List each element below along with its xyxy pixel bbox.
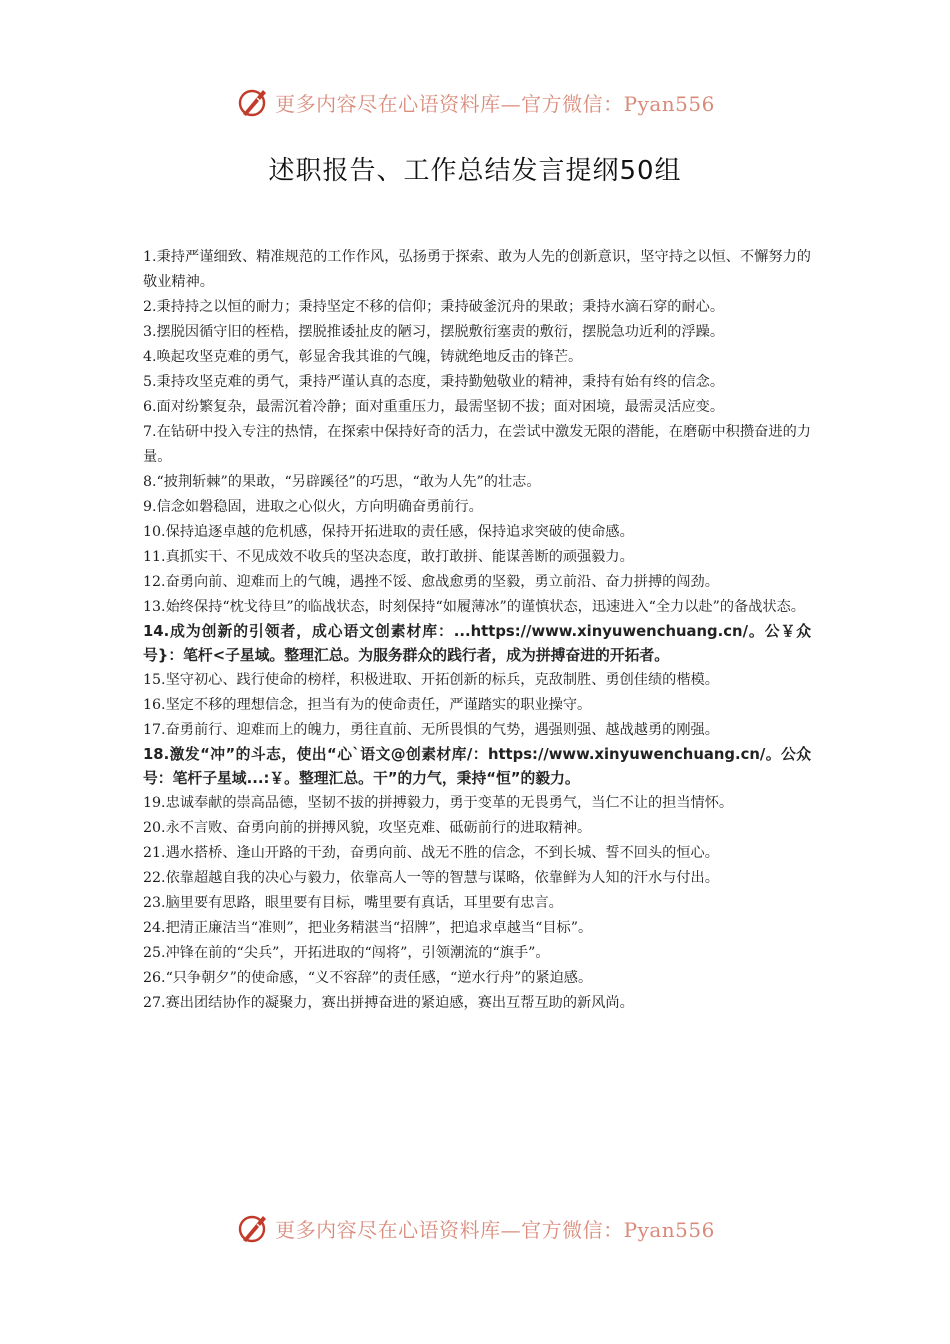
list-item: 26.“只争朝夕”的使命感，“义不容辞”的责任感，“逆水行舟”的紧迫感。 — [143, 970, 593, 986]
footer-banner — [0, 1208, 950, 1248]
pen-quill-logo-icon — [235, 1210, 271, 1246]
header-banner-text: 更多内容尽在心语资料库—官方微信：Pyan556 — [275, 91, 715, 116]
footer-banner-text: 更多内容尽在心语资料库—官方微信：Pyan556 — [275, 1217, 715, 1242]
list-item: 25.冲锋在前的“尖兵”，开拓进取的“闯将”，引领潮流的“旗手”。 — [143, 945, 550, 961]
pen-quill-logo-icon — [235, 84, 271, 120]
list-item: 13.始终保持“枕戈待旦”的临战状态，时刻保持“如履薄冰”的谨慎状态，迅速进入“全力以赴”的备战状态。 — [143, 599, 805, 615]
list-item-promo: 14.成为创新的引领者，成心语文创素材库：...https://www.xinyuwenchuang.cn/。公￥众号}：笔杆<子星域。整理汇总。为服务群众的践行者，成为拼搏奋进的开拓者。 — [143, 623, 811, 664]
list-item: 6.面对纷繁复杂，最需沉着冷静；面对重重压力，最需坚韧不拔；面对困境，最需灵活应变。 — [143, 399, 725, 415]
list-item: 10.保持追逐卓越的危机感，保持开拓进取的责任感，保持追求突破的使命感。 — [143, 524, 634, 540]
list-item: 17.奋勇前行、迎难而上的魄力，勇往直前、无所畏惧的气势，遇强则强、越战越勇的刚强。 — [143, 722, 719, 738]
list-item: 7.在钻研中投入专注的热情，在探索中保持好奇的活力，在尝试中激发无限的潜能，在磨砺中积攒奋进的力量。 — [143, 424, 811, 465]
item-list — [143, 245, 811, 1016]
list-item: 23.脑里要有思路，眼里要有目标，嘴里要有真话，耳里要有忠言。 — [143, 895, 563, 911]
list-item: 11.真抓实干、不见成效不收兵的坚决态度，敢打敢拼、能谋善断的顽强毅力。 — [143, 549, 634, 565]
list-item-promo: 18.激发“冲”的斗志，使出“心`语文@创素材库/：https://www.xinyuwenchuang.cn/。公众号：笔杆子星域...:￥。整理汇总。干”的力气，秉持“恒”的毅力。 — [143, 746, 811, 787]
list-item: 9.信念如磐稳固，进取之心似火，方向明确奋勇前行。 — [143, 499, 483, 515]
list-item: 1.秉持严谨细致、精准规范的工作作风，弘扬勇于探索、敢为人先的创新意识，坚守持之以恒、不懈努力的敬业精神。 — [143, 249, 811, 290]
list-item: 19.忠诚奉献的崇高品德，坚韧不拔的拼搏毅力，勇于变革的无畏勇气，当仁不让的担当情怀。 — [143, 795, 734, 811]
list-item: 4.唤起攻坚克难的勇气，彰显舍我其谁的气魄，铸就绝地反击的锋芒。 — [143, 349, 583, 365]
list-item: 24.把清正廉洁当“准则”，把业务精湛当“招牌”，把追求卓越当“目标”。 — [143, 920, 593, 936]
list-item: 15.坚守初心、践行使命的榜样，积极进取、开拓创新的标兵，克敌制胜、勇创佳绩的楷模。 — [143, 672, 719, 688]
list-item: 2.秉持持之以恒的耐力；秉持坚定不移的信仰；秉持破釜沉舟的果敢；秉持水滴石穿的耐心。 — [143, 299, 725, 315]
list-item: 27.赛出团结协作的凝聚力，赛出拼搏奋进的紧迫感，赛出互帮互助的新风尚。 — [143, 995, 634, 1011]
list-item: 8.“披荆斩棘”的果敢，“另辟蹊径”的巧思，“敢为人先”的壮志。 — [143, 474, 541, 490]
list-item: 22.依靠超越自我的决心与毅力，依靠高人一等的智慧与谋略，依靠鲜为人知的汗水与付出。 — [143, 870, 719, 886]
list-item: 20.永不言败、奋勇向前的拼搏风貌，攻坚克难、砥砺前行的进取精神。 — [143, 820, 592, 836]
header-banner — [0, 82, 950, 122]
list-item: 5.秉持攻坚克难的勇气，秉持严谨认真的态度，秉持勤勉敬业的精神，秉持有始有终的信念。 — [143, 374, 725, 390]
list-item: 21.遇水搭桥、逢山开路的干劲，奋勇向前、战无不胜的信念，不到长城、誓不回头的恒心。 — [143, 845, 719, 861]
list-item: 12.奋勇向前、迎难而上的气魄，遇挫不馁、愈战愈勇的坚毅，勇立前沿、奋力拼搏的闯劲。 — [143, 574, 719, 590]
list-item: 3.摆脱因循守旧的桎梏，摆脱推诿扯皮的陋习，摆脱敷衍塞责的敷衍，摆脱急功近利的浮躁。 — [143, 324, 725, 340]
list-item: 16.坚定不移的理想信念，担当有为的使命责任，严谨踏实的职业操守。 — [143, 697, 592, 713]
document-title: 述职报告、工作总结发言提纲50组 — [268, 156, 682, 186]
